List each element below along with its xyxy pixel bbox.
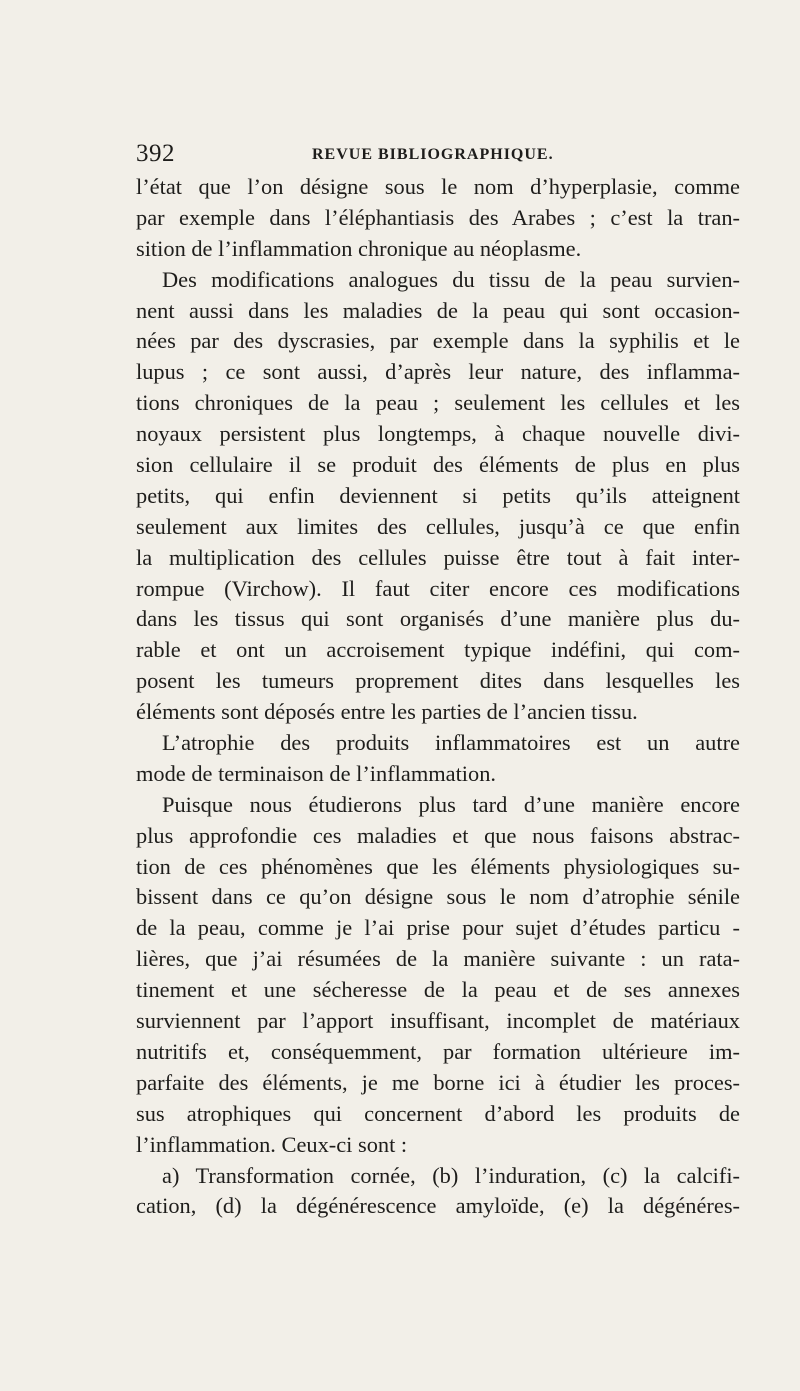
text-line: posent les tumeurs proprement dites dans lesquelles les [136,668,740,694]
text-line: nutritifs et, conséquemment, par formation ultérieure im- [136,1038,740,1064]
text-line: Puisque nous étudierons plus tard d’une manière encore [162,791,740,817]
text-line: par exemple dans l’éléphantiasis des Arabes ; c’est la tran- [136,204,740,230]
text-line: nées par des dyscrasies, par exemple dans la syphilis et le [136,328,740,354]
text-line: L’atrophie des produits inflammatoires est un autre [162,730,740,756]
text-line: lières, que j’ai résumées de la manière suivante : un rata- [136,946,740,972]
text-line: plus approfondie ces maladies et que nous faisons abstrac- [136,822,740,848]
text-line: bissent dans ce qu’on désigne sous le nom d’atrophie sénile [136,884,740,910]
text-line: l’inflammation. Ceux-ci sont : [136,1131,408,1157]
text-line: mode de terminaison de l’inflammation. [136,760,497,786]
text-line: tion de ces phénomènes que les éléments physiologiques su- [136,853,740,879]
text-line: tinement et une sécheresse de la peau et de ses annexes [136,977,740,1003]
text-line: sition de l’inflammation chronique au néoplasme. [136,235,582,261]
text-line: lupus ; ce sont aussi, d’après leur nature, des inflamma- [136,359,740,385]
body-text [136,172,740,1222]
running-head: REVUE BIBLIOGRAPHIQUE. [312,146,554,163]
text-line: l’état que l’on désigne sous le nom d’hyperplasie, comme [136,174,740,199]
text-line: tions chroniques de la peau ; seulement les cellules et les [136,390,740,416]
text-line: éléments sont déposés entre les parties de l’ancien tissu. [136,699,638,725]
page-header [136,136,736,170]
text-line: sus atrophiques qui concernent d’abord les produits de [136,1100,740,1126]
text-line: rable et ont un accroisement typique indéfini, qui com- [136,637,740,663]
text-line: dans les tissus qui sont organisés d’une manière plus du- [136,606,740,632]
page-number: 392 [136,140,175,167]
text-line: noyaux persistent plus longtemps, à chaque nouvelle divi- [136,421,740,447]
text-line: la multiplication des cellules puisse être tout à fait inter- [136,544,740,570]
text-line: a) Transformation cornée, (b) l’induration, (c) la calcifi- [162,1162,740,1188]
text-line: cation, (d) la dégénérescence amyloïde, (e) la dégénéres- [136,1193,740,1219]
text-line: Des modifications analogues du tissu de la peau survien- [162,266,740,292]
text-line: de la peau, comme je l’ai prise pour sujet d’études particu - [136,915,740,941]
text-line: parfaite des éléments, je me borne ici à étudier les proces- [136,1069,740,1095]
text-line: seulement aux limites des cellules, jusqu’à ce que enfin [136,513,740,539]
text-line: rompue (Virchow). Il faut citer encore ces modifications [136,575,740,601]
text-line: nent aussi dans les maladies de la peau qui sont occasion- [136,297,740,323]
text-line: sion cellulaire il se produit des éléments de plus en plus [136,452,740,478]
text-line: surviennent par l’apport insuffisant, incomplet de matériaux [136,1008,740,1034]
text-line: petits, qui enfin deviennent si petits qu’ils atteignent [136,482,740,508]
